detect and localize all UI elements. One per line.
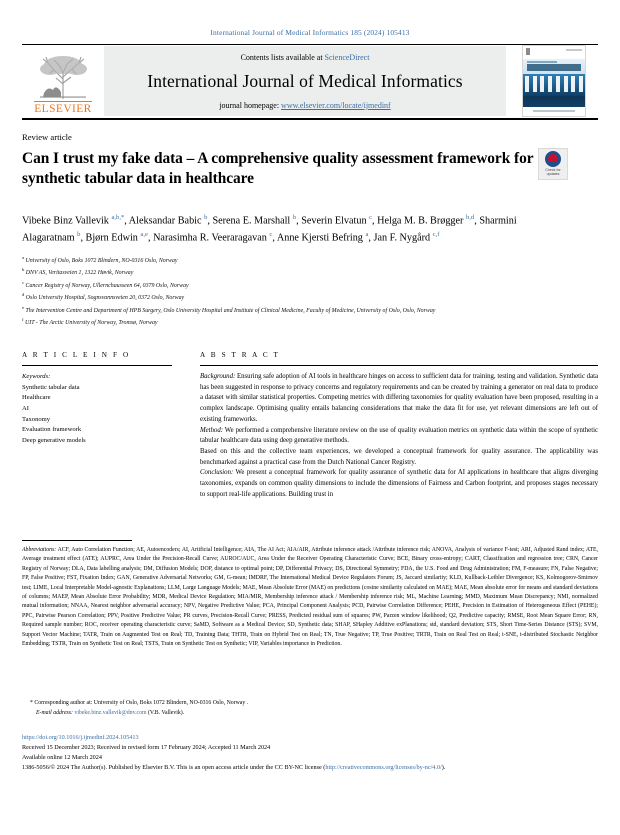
corresponding-author-block [22,699,598,718]
received-dates: Received 15 December 2023; Received in revised form 17 February 2024; Accepted 11 March 2024 [22,744,271,752]
affiliation-item [22,291,582,304]
sciencedirect-link[interactable]: ScienceDirect [324,52,370,62]
doi-link[interactable]: https://doi.org/10.1016/j.ijmedinf.2024.105413 [22,734,139,741]
abbreviations-label: Abbreviations: [22,547,57,553]
abbreviations-text: ACF, Auto Correlation Function; AE, Autoencoders; AI, Artificial Intelligence; AIA, The AI Act; AIA/AIR, Attribute inference attack /Attribute inference risk; ANOVA, Analysis of variance F-test; ARI, Adjusted Rand index; ATE, Average treatment effect (ATE); AUPRC, Area Under the Precision-Recall Curve; AUROC/AUC, Area Under the Receiver Operating Characteristic Curve; BCE, Binary cross-entropy; CART, Classification and regression tree; CRN, Cancer Registry of Norway; DLA, Data labelling analysis; DM, Diffusion Models; DOP, distance to optimal point; DP, Differential Privacy; DS, Directional Symmetry; FDA, the U.S. Food and Drug Administration; FM, F-measure; FN, False Negative; FP, False Positive; FST, Fixation Index; GAN, Generative Adversarial Networks; GM, G-mean; IMDRF, The International Medical Device Regulators Forum; JS, Jaccard similarity; KLD, Kullback-Leibler Divergence; KS, Kolmogorov-Smirnov test; LIME, Local Interpretable Model-agnostic Explanations; LLM, Large Language Models; MAE, Mean Absolute Error (MAE) on predictions (cosine similarity calculated on MAE); MAE, Mean absolute error for means and standard deviations of columns; MAEP, Mean Absolute Error Probability; MDR, Medical Device Regulation; MIA/MIR, Membership inference attack / Membership inference risk; ML, Machine Learning; MMD, Maximum Mean Discrepancy; NMI, normalized mutual information; NNAA, Nearest neighbor adversarial accuracy; NPV, Negative Predictive Value; PCA, Principal Component Analysis; PCD, Pairwise Correlation Difference; PEHE, Precision in Estimation of Heterogeneous Effect (PEHE); PPC, Pairwise Pearson Correlation; PPV, Positive Predictive Value; PR curves, Precision-Recall Curve; PRESS, Predicted residual sum of squares; PW, Parzen window likelihood; Q2, Predictive capacity; RMSE, Root Mean Square Error; RN, Required sample number; ROC, receiver operating characteristic curve; SaMD, Software as a Medical Device; SD, Synthetic data; SHAP, SHapley Additive exPlanations; std, standard deviation; STS, Short Time-Series Distance (STS); SVM, Support Vector Machine; TATR, Train on Augmented Test on Real; TD, Training Data; THTR, Train on Hybrid Test on Real; TN, True Negative; TP, True Positive; TRTR, Train on Real Test on Real; t-SNE, t-distributed Stochastic Neighbor Embedding; TSTR, Train on Synthetic Test on Real; TSTS, Train on Synthetic Test on Synthetic; VIP, Variables importance in Prediction. [22,547,598,647]
page-title: Can I trust my fake data – A comprehensive quality assessment framework for synthetic tabular data in healthcare [22,150,534,188]
abstract-body [200,372,598,501]
corresponding-text: Corresponding author at: University of Oslo, Boks 1072 Blindern, NO-0316 Oslo, Norway . [32,700,249,706]
abstract-column [200,351,598,501]
abstract-conclusion-text: We present a conceptual framework for quality assurance of synthetic data for AI applications in healthcare that aligns diverging taxonomies, expands on common quality dimensions to include the dimensions of Fairness and Carbon footprint, and proposes stages necessary to support real-life applications. Building trust in [200,469,598,498]
affiliation-list [22,254,582,329]
article-info-column [22,351,172,501]
crossmark-icon [545,151,561,167]
running-head: International Journal of Medical Informatics 185 (2024) 105413 [210,28,410,37]
copyright-post: ). [441,764,446,772]
keyword-item: AI [22,404,29,412]
footnote-rule [22,540,132,541]
license-link[interactable]: http://creativecommons.org/licenses/by-nc/4.0/ [325,764,442,772]
journal-homepage-link[interactable]: www.elsevier.com/locate/ijmedinf [281,100,391,110]
keyword-item: Evaluation framework [22,426,82,434]
affiliation-item [22,266,582,279]
title-row [22,142,598,199]
keywords-label: Keywords: [22,372,51,380]
affiliation-marker: e [22,304,25,310]
affiliation-marker: d [22,292,25,298]
copyright-line [22,763,598,773]
homepage-label: journal homepage: [219,100,282,110]
email-label: E-mail address: [36,709,73,716]
masthead-center [104,46,506,116]
abstract-method [200,426,598,447]
abstract-conclusion-label: Conclusion: [200,469,234,477]
abstract-background-label: Background: [200,372,236,380]
journal-homepage-line [219,101,390,110]
abstract-background [200,372,598,426]
keyword-item: Healthcare [22,394,51,402]
copyright-pre: 1386-5056/© 2024 The Author(s). Published by Elsevier B.V. This is an open access article under the CC BY-NC license ( [22,764,326,772]
affiliation-item [22,316,582,329]
crossmark-badge[interactable] [538,148,568,180]
email-link[interactable]: vibeke.binz.vallevik@dnv.com [74,709,147,716]
keyword-item: Deep generative models [22,436,86,444]
affiliation-item [22,304,582,317]
info-abstract-section [22,351,598,501]
contents-available-line [241,53,370,62]
doi-line [22,733,598,743]
abstract-method-text: We performed a comprehensive literature review on the use of quality evaluation metrics on synthetic data within the scope of synthetic tabular healthcare data using deep generative methods. [200,426,598,445]
author-list: Vibeke Binz Vallevik $^{a,b,*}$, Aleksandar Babic $^b$, Serena E. Marshall $^b$, Severin Elvatun $^c$, Helga M. B. Brøgger $^{b,d}$, Sharmini Alagaratnam $^b$, Bjørn Edwin $^{a,e}$, Narasimha R. Veeraragavan $^c$, Anne Kjersti Befring $^a$, Jan F. Nygård $^{c,f}$ [22,214,517,243]
journal-masthead [22,44,598,117]
abstract-rule [200,365,598,366]
keywords-items [22,383,172,447]
available-online: Available online 12 March 2024 [22,754,102,762]
masthead-bottom-rule [22,118,598,120]
journal-cover-thumbnail [522,45,586,117]
affiliation-text: DNV AS, Veritasveien 1, 1322 Høvik, Norway [24,270,134,277]
affiliation-marker: b [22,267,25,273]
abstract-background-text: Ensuring safe adoption of AI tools in healthcare hinges on access to sufficient data for training, testing and validation. Synthetic data has been suggested in response to privacy concerns and regulatory requirements and can be created by training a generator on real data to produce a dataset with similar statistical properties. Competing metrics with differing taxonomies for quality evaluation have been proposed, resulting in a complex landscape. Optimising quality entails balancing considerations that make the data fit for use, yet relevant dimensions are left out of existing frameworks. [200,372,598,423]
email-suffix: (V.B. Vallevik). [146,709,185,716]
affiliation-text: Cancer Registry of Norway, Ullernchausseen 64, 0379 Oslo, Norway [24,282,189,289]
corresponding-author-line [22,699,598,709]
abstract-heading: A B S T R A C T [200,350,281,359]
abbreviations-block [22,546,598,649]
affiliation-text: University of Oslo, Boks 1072 Blindern, NO-0316 Oslo, Norway [24,257,178,264]
keyword-item: Taxonomy [22,415,51,423]
keywords-block [22,372,172,447]
elsevier-wordmark: ELSEVIER [34,102,92,115]
affiliation-text: UIT - The Arctic University of Norway, Tromsø, Norway [23,320,158,327]
keyword-item: Synthetic tabular data [22,383,80,391]
abstract-conclusion [200,468,598,500]
journal-cover-cell [510,45,598,117]
publication-footer [22,733,598,773]
email-line [22,709,598,719]
affiliation-text: The Intervention Centre and Department of HPB Surgery, Oslo University Hospital and Institute of Clinical Medicine, Faculty of Medicine, University of Oslo, Oslo, Norway [24,307,436,314]
affiliation-item [22,254,582,267]
abstract-extra: Based on this and the collective team experiences, we developed a conceptual framework for quality assurance. The applicability was benchmarked against a practical case from the Dutch National Cancer Registry. [200,448,598,466]
elsevier-tree-icon [32,53,94,100]
contents-prefix: Contents lists available at [240,52,325,62]
affiliation-marker: a [22,254,25,260]
corresponding-star: * [30,700,33,706]
abstract-method-label: Method: [200,426,224,434]
crossmark-label: Check for updates [545,168,561,177]
elsevier-logo [22,45,104,117]
affiliation-marker: c [22,279,25,285]
article-info-heading: A R T I C L E I N F O [22,350,131,359]
affiliation-marker: f [22,317,24,323]
affiliation-text: Oslo University Hospital, Sognsvannsveien 20, 0372 Oslo, Norway [24,295,185,302]
article-info-rule [22,365,172,366]
article-type: Review article [22,132,72,142]
journal-title: International Journal of Medical Informatics [147,70,463,91]
affiliation-item [22,279,582,292]
